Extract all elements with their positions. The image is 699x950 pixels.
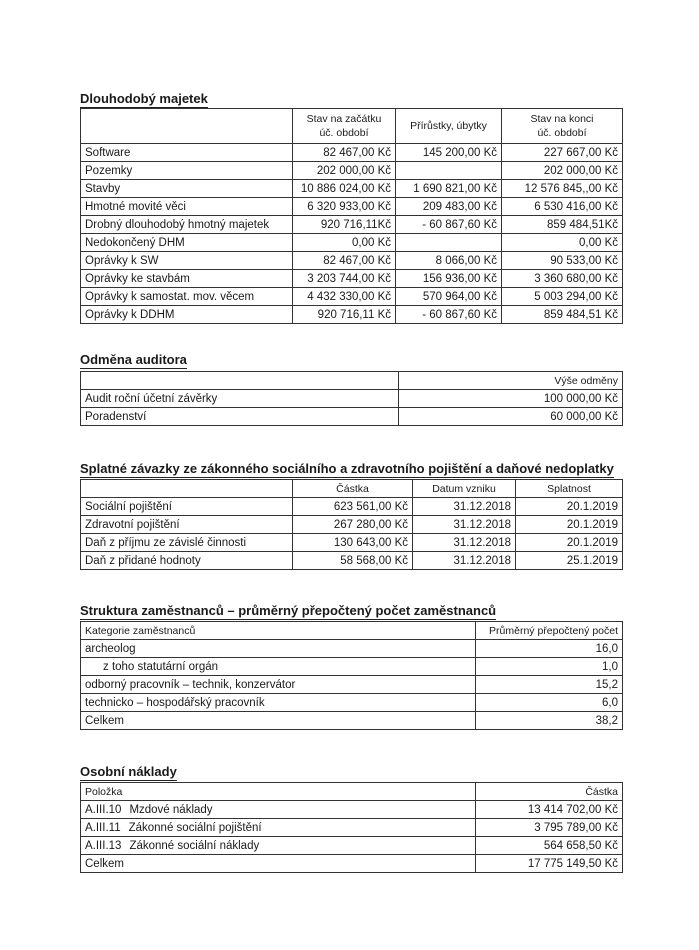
table-splatne-zavazky: [80, 479, 623, 570]
header-prumerny-pocet: Průměrný přepočtený počet: [476, 622, 623, 640]
table-row: [81, 837, 623, 855]
row-label: Audit roční účetní závěrky: [81, 390, 399, 408]
table-row: [81, 676, 623, 694]
header-castka: Částka: [476, 783, 623, 801]
table-row: [81, 516, 623, 534]
cell-start: 0,00 Kč: [293, 234, 396, 252]
cell-due: 25.1.2019: [516, 552, 623, 570]
table-osobni-naklady: [80, 782, 623, 873]
cell-end: 227 667,00 Kč: [502, 144, 623, 162]
table-header-row: [81, 372, 623, 390]
cell-start: 920 716,11 Kč: [293, 306, 396, 324]
cell-date: 31.12.2018: [413, 552, 516, 570]
cell-start: 82 467,00 Kč: [293, 252, 396, 270]
cell-change: [396, 234, 502, 252]
table-row: [81, 552, 623, 570]
cell-value: 60 000,00 Kč: [399, 408, 623, 426]
row-label: archeolog: [81, 640, 476, 658]
row-name: Zákonné sociální pojištění: [128, 821, 262, 834]
cell-value: 17 775 149,50 Kč: [476, 855, 623, 873]
row-label: Oprávky k DDHM: [81, 306, 293, 324]
table-row: [81, 180, 623, 198]
row-label: Drobný dlouhodobý hmotný majetek: [81, 216, 293, 234]
cell-due: 20.1.2019: [516, 534, 623, 552]
cell-change: - 60 867,60 Kč: [396, 306, 502, 324]
table-row: [81, 408, 623, 426]
cell-start: 10 886 024,00 Kč: [293, 180, 396, 198]
header-stav-zacatek: Stav na začátku úč. období: [293, 109, 396, 144]
table-row: [81, 288, 623, 306]
cell-change: 209 483,00 Kč: [396, 198, 502, 216]
header-castka: Částka: [293, 480, 413, 498]
row-name: Zákonné sociální náklady: [129, 839, 260, 852]
cell-due: 20.1.2019: [516, 498, 623, 516]
cell-start: 82 467,00 Kč: [293, 144, 396, 162]
cell-change: 8 066,00 Kč: [396, 252, 502, 270]
section-title-splatne-zavazky: Splatné závazky ze zákonného sociálního a zdravotního pojištění a daňové nedoplatky: [80, 461, 614, 476]
header-prirustky: Přírůstky, úbytky: [396, 109, 502, 144]
header-empty: [81, 372, 399, 390]
table-row: [81, 801, 623, 819]
row-label: Hmotné movité věci: [81, 198, 293, 216]
table-row: [81, 306, 623, 324]
table-row: [81, 162, 623, 180]
section-title-osobni-naklady: Osobní náklady: [80, 764, 177, 779]
table-odmena-auditora: [80, 371, 623, 426]
cell-end: 5 003 294,00 Kč: [502, 288, 623, 306]
table-row: [81, 270, 623, 288]
header-splatnost: Splatnost: [516, 480, 623, 498]
table-header-row: [81, 783, 623, 801]
cell-value: 100 000,00 Kč: [399, 390, 623, 408]
table-row: [81, 198, 623, 216]
table-row: [81, 234, 623, 252]
row-label: Stavby: [81, 180, 293, 198]
table-header-row: [81, 109, 623, 144]
row-label: technicko – hospodářský pracovník: [81, 694, 476, 712]
table-row: [81, 694, 623, 712]
row-label: Daň z příjmu ze závislé činnosti: [81, 534, 293, 552]
header-kategorie: Kategorie zaměstnanců: [81, 622, 476, 640]
row-label: [81, 801, 476, 819]
cell-value: 15,2: [476, 676, 623, 694]
table-dlouhodoby-majetek: [80, 108, 623, 324]
header-stav-konec: Stav na konci úč. období: [502, 109, 623, 144]
row-label: Nedokončený DHM: [81, 234, 293, 252]
table-row-total: [81, 712, 623, 730]
cell-end: 3 360 680,00 Kč: [502, 270, 623, 288]
cell-value: 16,0: [476, 640, 623, 658]
row-label: Software: [81, 144, 293, 162]
cell-change: 570 964,00 Kč: [396, 288, 502, 306]
cell-value: 38,2: [476, 712, 623, 730]
header-datum-vzniku: Datum vzniku: [413, 480, 516, 498]
row-label: Zdravotní pojištění: [81, 516, 293, 534]
row-label: [81, 837, 476, 855]
table-row: [81, 534, 623, 552]
row-code: A.III.10: [85, 803, 122, 816]
row-label: Oprávky ke stavbám: [81, 270, 293, 288]
table-row: [81, 498, 623, 516]
cell-end: 6 530 416,00 Kč: [502, 198, 623, 216]
cell-change: 1 690 821,00 Kč: [396, 180, 502, 198]
header-empty: [81, 480, 293, 498]
table-row: [81, 819, 623, 837]
row-name: Mzdové náklady: [129, 803, 213, 816]
cell-value: 3 795 789,00 Kč: [476, 819, 623, 837]
row-label: odborný pracovník – technik, konzervátor: [81, 676, 476, 694]
row-code: A.III.11: [85, 821, 121, 834]
row-label: Poradenství: [81, 408, 399, 426]
row-label: Oprávky k SW: [81, 252, 293, 270]
table-row: [81, 390, 623, 408]
cell-end: 0,00 Kč: [502, 234, 623, 252]
row-label: Sociální pojištění: [81, 498, 293, 516]
table-header-row: [81, 622, 623, 640]
header-vyse-odmeny: Výše odměny: [399, 372, 623, 390]
table-row-total: [81, 855, 623, 873]
cell-amount: 623 561,00 Kč: [293, 498, 413, 516]
cell-value: 6,0: [476, 694, 623, 712]
cell-change: - 60 867,60 Kč: [396, 216, 502, 234]
cell-due: 20.1.2019: [516, 516, 623, 534]
cell-start: 6 320 933,00 Kč: [293, 198, 396, 216]
cell-start: 920 716,11Kč: [293, 216, 396, 234]
row-label: [81, 819, 476, 837]
cell-end: 90 533,00 Kč: [502, 252, 623, 270]
table-row: [81, 144, 623, 162]
table-header-row: [81, 480, 623, 498]
section-title-struktura-zamestnancu: Struktura zaměstnanců – průměrný přepočtený počet zaměstnanců: [80, 603, 497, 618]
section-title-odmena-auditora: Odměna auditora: [80, 352, 187, 367]
header-polozka: Položka: [81, 783, 476, 801]
row-label: Daň z přidané hodnoty: [81, 552, 293, 570]
cell-date: 31.12.2018: [413, 516, 516, 534]
cell-value: 564 658,50 Kč: [476, 837, 623, 855]
table-row: [81, 658, 623, 676]
cell-start: 202 000,00 Kč: [293, 162, 396, 180]
row-label: Celkem: [81, 855, 476, 873]
cell-end: 12 576 845,,00 Kč: [502, 180, 623, 198]
table-struktura-zamestnancu: [80, 621, 623, 730]
cell-start: 3 203 744,00 Kč: [293, 270, 396, 288]
table-row: [81, 216, 623, 234]
table-row: [81, 640, 623, 658]
cell-change: [396, 162, 502, 180]
cell-change: 156 936,00 Kč: [396, 270, 502, 288]
cell-amount: 267 280,00 Kč: [293, 516, 413, 534]
cell-value: 1,0: [476, 658, 623, 676]
row-label: Celkem: [81, 712, 476, 730]
cell-end: 859 484,51Kč: [502, 216, 623, 234]
cell-end: 859 484,51 Kč: [502, 306, 623, 324]
header-empty: [81, 109, 293, 144]
row-label: z toho statutární orgán: [81, 658, 476, 676]
cell-end: 202 000,00 Kč: [502, 162, 623, 180]
row-label: Pozemky: [81, 162, 293, 180]
cell-change: 145 200,00 Kč: [396, 144, 502, 162]
cell-date: 31.12.2018: [413, 498, 516, 516]
cell-start: 4 432 330,00 Kč: [293, 288, 396, 306]
cell-value: 13 414 702,00 Kč: [476, 801, 623, 819]
table-row: [81, 252, 623, 270]
row-label: Oprávky k samostat. mov. věcem: [81, 288, 293, 306]
cell-date: 31.12.2018: [413, 534, 516, 552]
row-code: A.III.13: [85, 839, 122, 852]
cell-amount: 130 643,00 Kč: [293, 534, 413, 552]
cell-amount: 58 568,00 Kč: [293, 552, 413, 570]
section-title-dlouhodoby-majetek: Dlouhodobý majetek: [80, 91, 208, 106]
